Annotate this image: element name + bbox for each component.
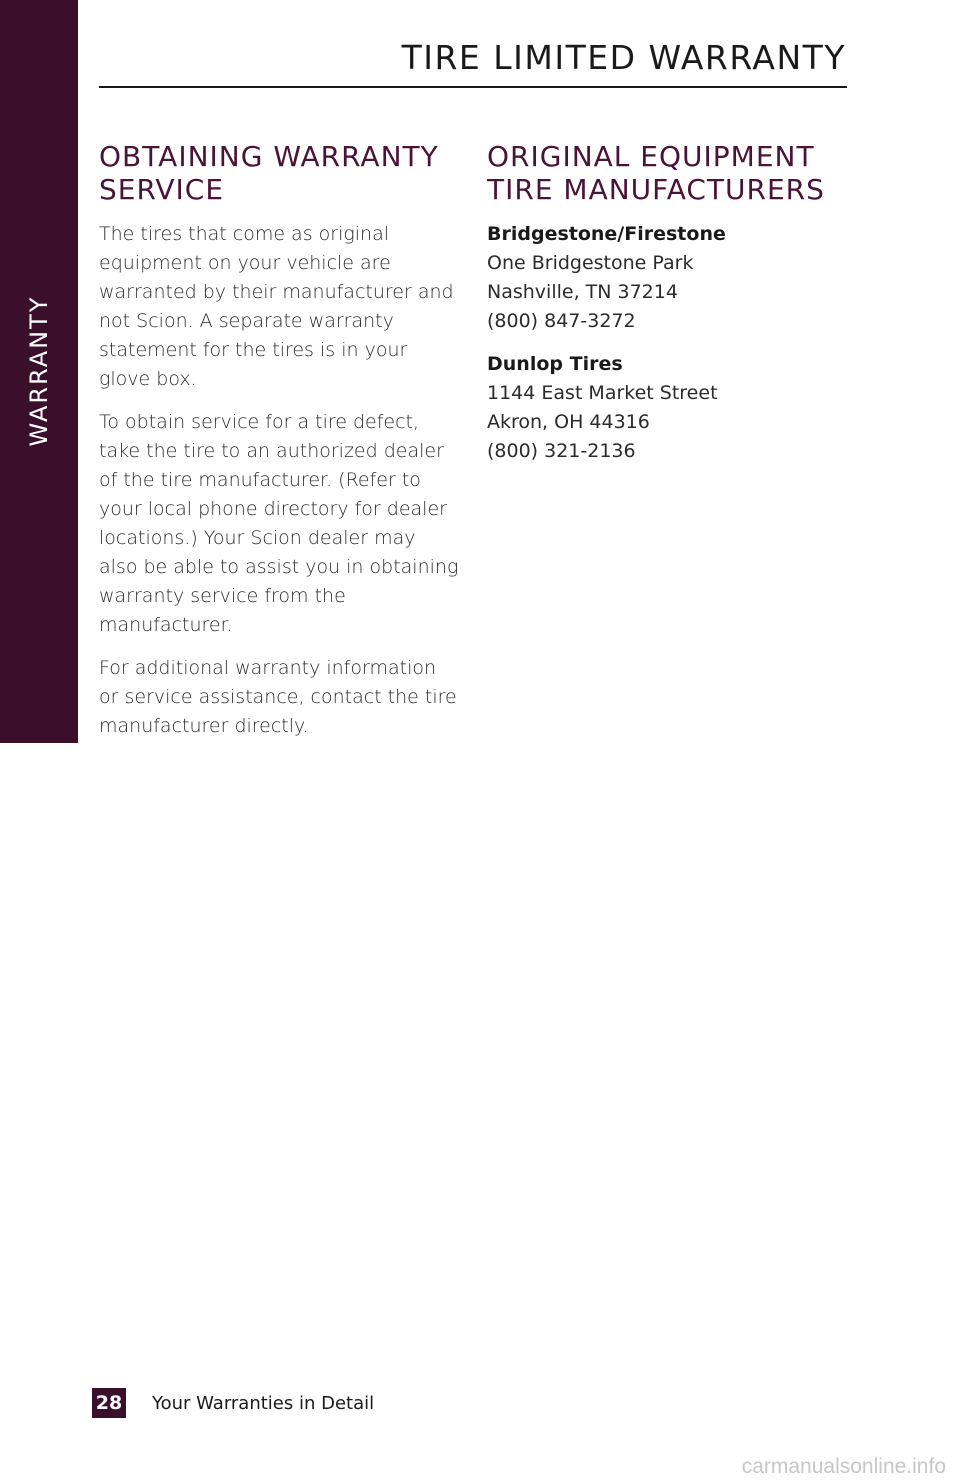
manufacturer-city: Nashville, TN 37214: [487, 281, 678, 303]
left-column: [99, 140, 459, 755]
page-title: TIRE LIMITED WARRANTY: [401, 38, 846, 77]
paragraph: For additional warranty information or service assistance, contact the tire manufacturer directly.: [99, 657, 457, 737]
watermark: carmanualsonline.info: [741, 1455, 946, 1478]
manufacturer-address: 1144 East Market Street: [487, 382, 718, 404]
manufacturer-entry-bridgestone: [487, 220, 847, 336]
heading-line: ORIGINAL EQUIPMENT: [487, 140, 815, 173]
side-tab: [0, 0, 78, 743]
manufacturer-phone: (800) 321-2136: [487, 440, 636, 462]
heading-line: SERVICE: [99, 173, 225, 206]
manufacturer-entry-dunlop: [487, 350, 847, 466]
section-heading-obtaining-service: [99, 140, 459, 206]
right-column: [487, 140, 847, 480]
manufacturer-name: Dunlop Tires: [487, 353, 623, 375]
manufacturer-phone: (800) 847-3272: [487, 310, 636, 332]
page-footer: [92, 1388, 374, 1418]
paragraph: To obtain service for a tire defect, take the tire to an authorized dealer of the tire manufacturer. (Refer to your local phone directory for dealer locations.) Your Scion dealer may also be able to assist you in obtaining warranty service from the manufacturer.: [99, 411, 459, 636]
manufacturer-address: One Bridgestone Park: [487, 252, 694, 274]
footer-section-title: Your Warranties in Detail: [152, 1392, 375, 1414]
heading-line: TIRE MANUFACTURERS: [487, 173, 825, 206]
section-heading-manufacturers: [487, 140, 847, 206]
paragraph: The tires that come as original equipment on your vehicle are warranted by their manufacturer and not Scion. A separate warranty statement for the tires is in your glove box.: [99, 223, 454, 390]
heading-line: OBTAINING WARRANTY: [99, 140, 439, 173]
side-tab-label: WARRANTY: [25, 295, 53, 447]
header-divider: [99, 86, 847, 88]
manufacturer-city: Akron, OH 44316: [487, 411, 650, 433]
page-number-badge: 28: [92, 1388, 126, 1418]
manufacturer-name: Bridgestone/Firestone: [487, 223, 726, 245]
